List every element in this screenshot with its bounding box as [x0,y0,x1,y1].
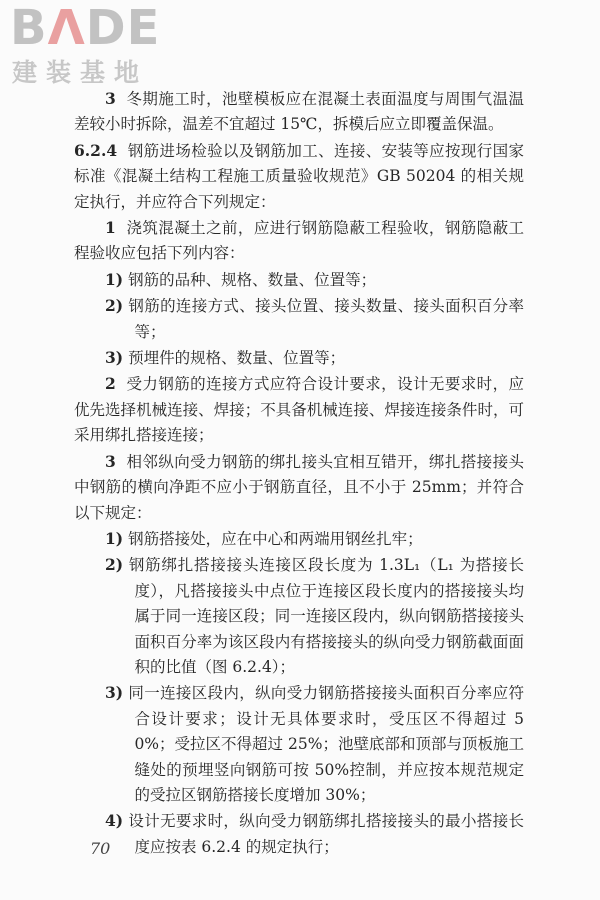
list-item: 3) 同一连接区段内，纵向受力钢筋搭接接头面积百分率应符合设计要求；设计无具体要求时，受压区不得超过 50%；受拉区不得超过 25%；池壁底部和顶部与顶板施工缝处的预埋竖向钢筋可按 50%控制，并应按本规范规定的受拉区钢筋搭接长度增加 30%； [105,683,524,804]
watermark-logo [8,0,178,95]
list-item: 4) 设计无要求时，纵向受力钢筋绑扎搭接接头的最小搭接长度应按表 6.2.4 的规定执行； [105,811,524,856]
clause-heading: 6.2.4 钢筋进场检验以及钢筋加工、连接、安装等应按现行国家标准《混凝土结构工程施工质量验收规范》GB 50204 的相关规定执行，并应符合下列规定： [74,140,524,211]
list-item: 2) 钢筋绑扎搭接接头连接区段长度为 1.3L₁（L₁ 为搭接长度），凡搭接接头中点位于连接区段长度内的搭接接头均属于同一连接区段；同一连接区段内，纵向钢筋搭接接头面积百分率为该区段内有搭接接头的纵向受力钢筋截面面积的比值（图 6.2.4）； [105,555,524,676]
paragraph: 1 浇筑混凝土之前，应进行钢筋隐蔽工程验收，钢筋隐蔽工程验收应包括下列内容： [74,218,524,263]
paragraph: 3 冬期施工时，池壁模板应在混凝土表面温度与周围气温温差较小时拆除，温差不宜超过 15℃，拆模后应立即覆盖保温。 [74,89,524,134]
paragraph: 2 受力钢筋的连接方式应符合设计要求，设计无要求时，应优先选择机械连接、焊接；不具备机械连接、焊接连接条件时，可采用绑扎搭接连接； [74,374,524,445]
watermark-subtitle: 建装基地 [12,58,149,87]
paragraph: 3 相邻纵向受力钢筋的绑扎接头宜相互错开，绑扎搭接接头中钢筋的横向净距不应小于钢筋直径，且不小于 25mm；并符合以下规定： [74,451,524,522]
page-number: 70 [90,839,111,858]
document-body [74,86,524,860]
list-item: 2) 钢筋的连接方式、接头位置、接头数量、接头面积百分率等； [105,296,524,341]
list-item: 1) 钢筋的品种、规格、数量、位置等； [105,269,377,289]
watermark-brand: BΛDE [10,0,161,56]
list-item: 1) 钢筋搭接处，应在中心和两端用钢丝扎牢； [105,528,423,548]
list-item: 3) 预埋件的规格、数量、位置等； [105,348,346,368]
